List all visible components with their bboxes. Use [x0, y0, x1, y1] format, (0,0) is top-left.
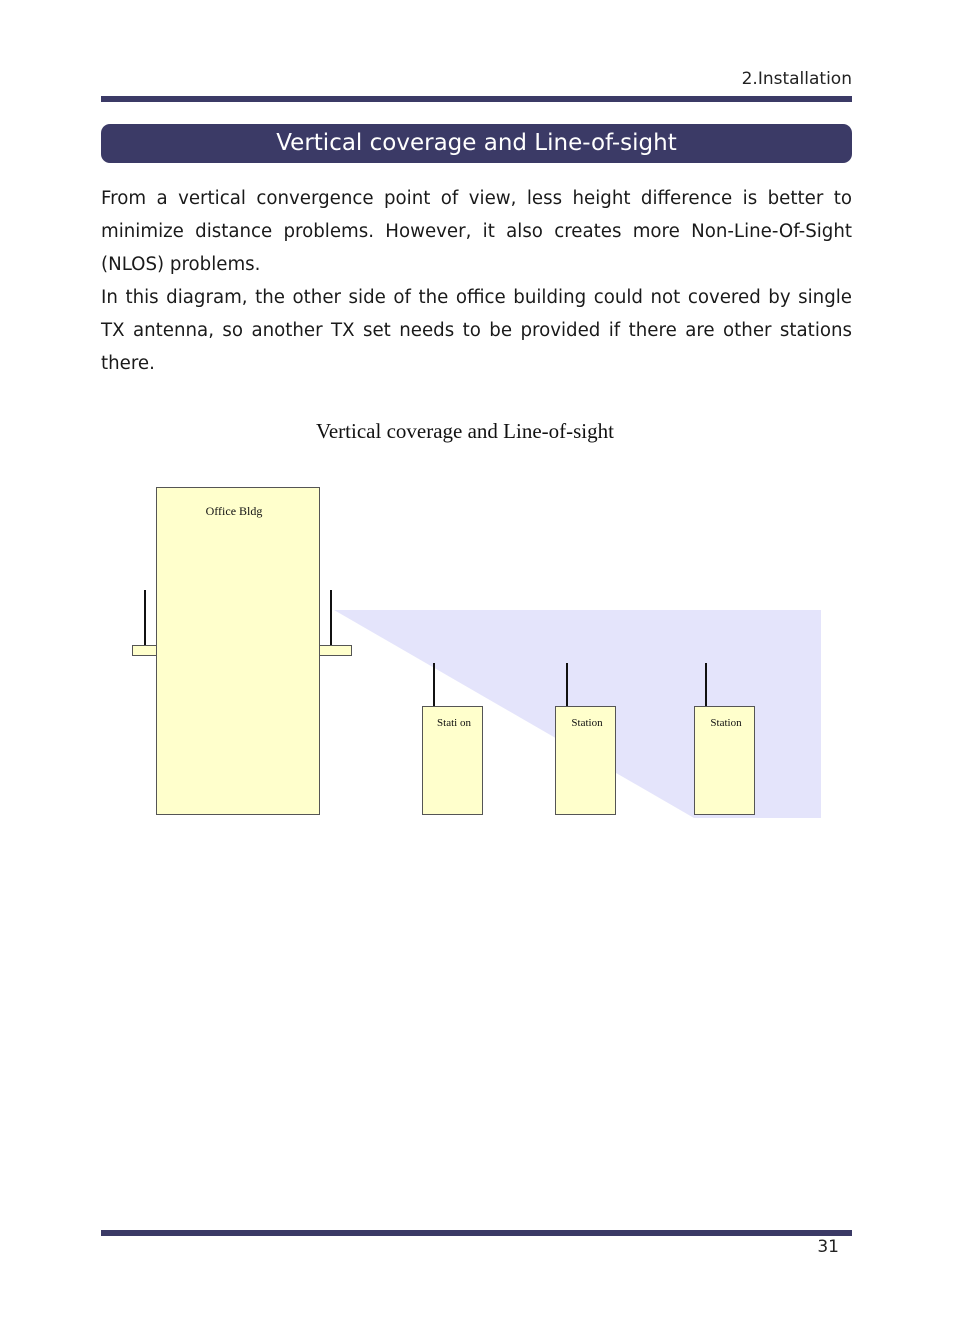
office-building-label: Office Bldg — [205, 504, 263, 518]
left-antenna — [133, 590, 157, 656]
office-building — [157, 488, 320, 815]
paragraph-1: From a vertical convergence point of view, less height difference is better to minimize distance problems. However, it also creates more Non-Line-Of-Sight (NLOS) problems. — [101, 188, 852, 275]
footer-rule — [101, 1230, 852, 1236]
section-title-banner: Vertical coverage and Line-of-sight — [101, 124, 852, 163]
running-header: 2.Installation — [741, 69, 852, 89]
paragraph-2: In this diagram, the other side of the office building could not covered by single TX antenna, so another TX set needs to be provided if there are other stations there. — [101, 287, 852, 374]
station-3-label: Station — [710, 717, 742, 729]
page-number: 31 — [817, 1237, 839, 1257]
station-2-label: Station — [571, 717, 603, 729]
right-antenna — [320, 590, 352, 656]
station-1-label: Stati on — [437, 717, 471, 729]
diagram-title: Vertical coverage and Line-of-sight — [316, 419, 614, 443]
